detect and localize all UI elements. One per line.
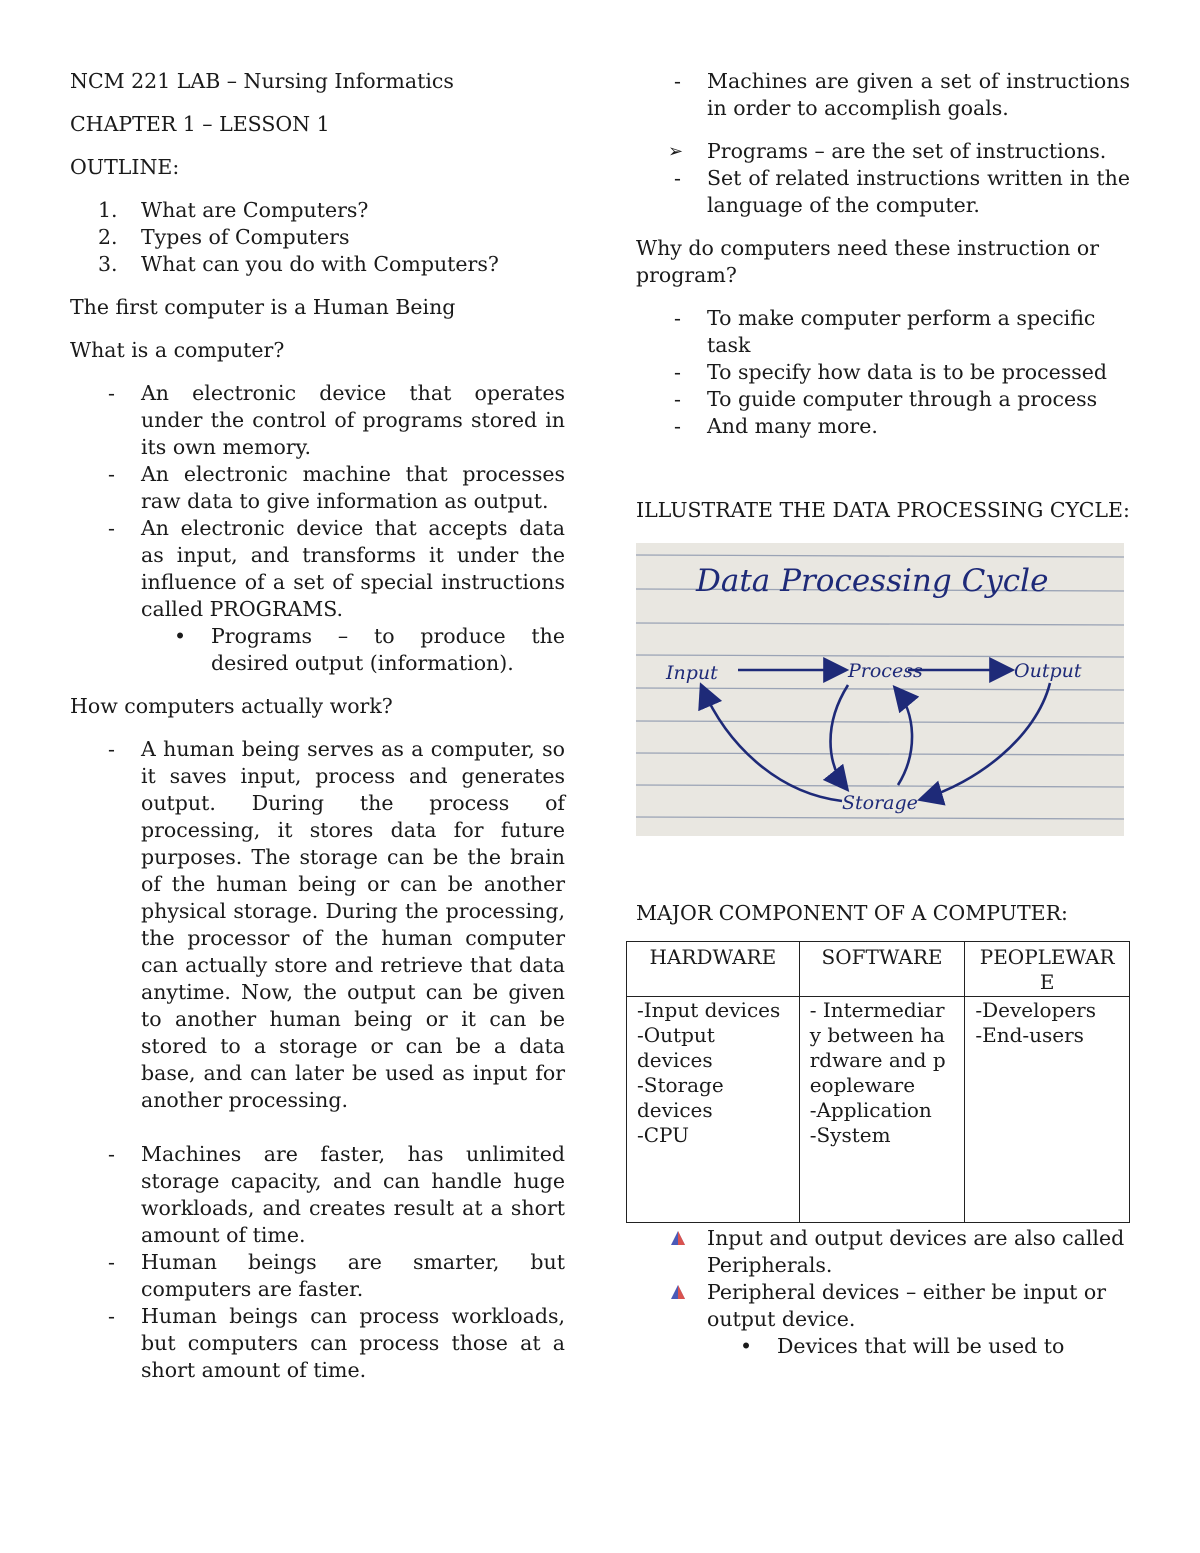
major-heading: MAJOR COMPONENT OF A COMPUTER: (636, 901, 1068, 925)
what-is-list (70, 380, 565, 677)
list-item: - A human being serves as a computer, so it saves input, process and generates output. During the process of processing, it stores data for future purposes. The storage can be the brain of the human being or can be another physical storage. During the processing, the processor of the human computer can actually store and retrieve that data anytime. Now, the output can be given to another human being or it can be stored to a storage or can be a data base, and can later be used as input for another processing. (108, 737, 565, 1112)
sub-list-item: • Devices that will be used to (740, 1334, 1065, 1358)
list-item: - Set of related instructions written in the language of the computer. (674, 166, 1130, 217)
programs-list (636, 138, 1130, 219)
arrow-process-storage (831, 685, 849, 788)
triangle-bullet-icon (670, 1284, 741, 1300)
data-processing-cycle-photo (636, 543, 1124, 836)
list-item: - An electronic device that operates under the control of programs stored in its own memory. (108, 381, 565, 459)
dash-icon: - (674, 69, 681, 93)
list-item: ➢ Programs – are the set of instructions. (668, 139, 1107, 163)
list-item: - Human beings can process workloads, but computers can process those at a short amount of time. (108, 1304, 565, 1382)
dash-icon: - (108, 1142, 115, 1166)
arrow-storage-process (896, 689, 912, 785)
cycle-label-process: Process (848, 660, 923, 682)
course-title: NCM 221 LAB – Nursing Informatics (70, 69, 454, 93)
list-item: - Human beings are smarter, but computers are faster. (108, 1250, 565, 1301)
outline-item: 1. What are Computers? (98, 198, 369, 222)
components-table (626, 941, 1130, 1223)
list-item: Peripheral devices – either be input or output device. (636, 1279, 1130, 1333)
outline-item: 3. What can you do with Computers? (98, 252, 499, 276)
dash-icon: - (674, 387, 681, 411)
dash-icon: - (674, 166, 681, 190)
how-work-list (70, 736, 565, 1384)
arrow-storage-input (702, 687, 842, 801)
sub-list-item: • Programs – to produce the desired output (information). (174, 624, 565, 675)
header-peopleware: PEOPLEWARE (965, 942, 1130, 997)
cycle-label-output: Output (1014, 660, 1082, 682)
dash-icon: - (674, 306, 681, 330)
header-software: SOFTWARE (799, 942, 965, 997)
outline-list (70, 197, 565, 278)
list-number: 2. (98, 225, 118, 249)
arrow-output-storage (922, 683, 1050, 799)
why-heading: Why do computers need these instruction or program? (636, 236, 1099, 287)
first-computer-statement: The first computer is a Human Being (70, 295, 456, 319)
dash-icon: - (108, 737, 115, 761)
peopleware-cell: -Developers -End-users (965, 997, 1130, 1223)
outline-label: OUTLINE: (70, 155, 180, 179)
dash-icon: - (108, 462, 115, 486)
dash-icon: - (108, 1250, 115, 1274)
table-row (627, 997, 1130, 1223)
cycle-label-input: Input (666, 662, 718, 684)
how-work-heading: How computers actually work? (70, 694, 393, 718)
illustrate-heading: ILLUSTRATE THE DATA PROCESSING CYCLE: (636, 498, 1130, 522)
dash-icon: - (674, 414, 681, 438)
list-item: - An electronic device that accepts data as input, and transforms it under the influence of a set of special instructions called PROGRAMS. (108, 516, 565, 621)
left-column (70, 68, 565, 1384)
header-hardware: HARDWARE (627, 942, 800, 997)
why-list (636, 305, 1130, 440)
chapter-title: CHAPTER 1 – LESSON 1 (70, 112, 330, 136)
list-item: - To specify how data is to be processed (674, 360, 1108, 384)
bullet-icon: • (174, 624, 187, 648)
triangle-bullet-icon (670, 1230, 741, 1246)
list-item: - To make computer perform a specific task (674, 306, 1096, 357)
what-is-heading: What is a computer? (70, 338, 285, 362)
cycle-label-storage: Storage (842, 792, 918, 814)
list-item: Input and output devices are also called Peripherals. (636, 1225, 1130, 1279)
dash-icon: - (108, 1304, 115, 1328)
dash-icon: - (108, 381, 115, 405)
dash-icon: - (108, 516, 115, 540)
dash-icon: - (674, 360, 681, 384)
right-column (636, 68, 1130, 1360)
list-item: - Machines are given a set of instructions in order to accomplish goals. (674, 69, 1130, 120)
list-item: - An electronic machine that processes raw data to give information as output. (108, 462, 565, 513)
list-item: - And many more. (674, 414, 878, 438)
list-item: - To guide computer through a process (674, 387, 1098, 411)
hardware-cell: -Input devices -Output devices -Storage devices -CPU (627, 997, 800, 1223)
outline-item: 2. Types of Computers (98, 225, 350, 249)
arrow-bullet-icon: ➢ (668, 141, 684, 162)
cycle-diagram (636, 543, 1124, 836)
list-number: 3. (98, 252, 118, 276)
table-header-row (627, 942, 1130, 997)
notes-list (636, 1225, 1130, 1360)
software-cell: - Intermediary between hardware and peopleware -Application -System (799, 997, 965, 1223)
list-item: - Machines are faster, has unlimited storage capacity, and can handle huge workloads, and creates result at a short amount of time. (108, 1142, 565, 1247)
cycle-title: Data Processing Cycle (696, 563, 1049, 599)
list-number: 1. (98, 198, 118, 222)
bullet-icon: • (740, 1334, 753, 1358)
